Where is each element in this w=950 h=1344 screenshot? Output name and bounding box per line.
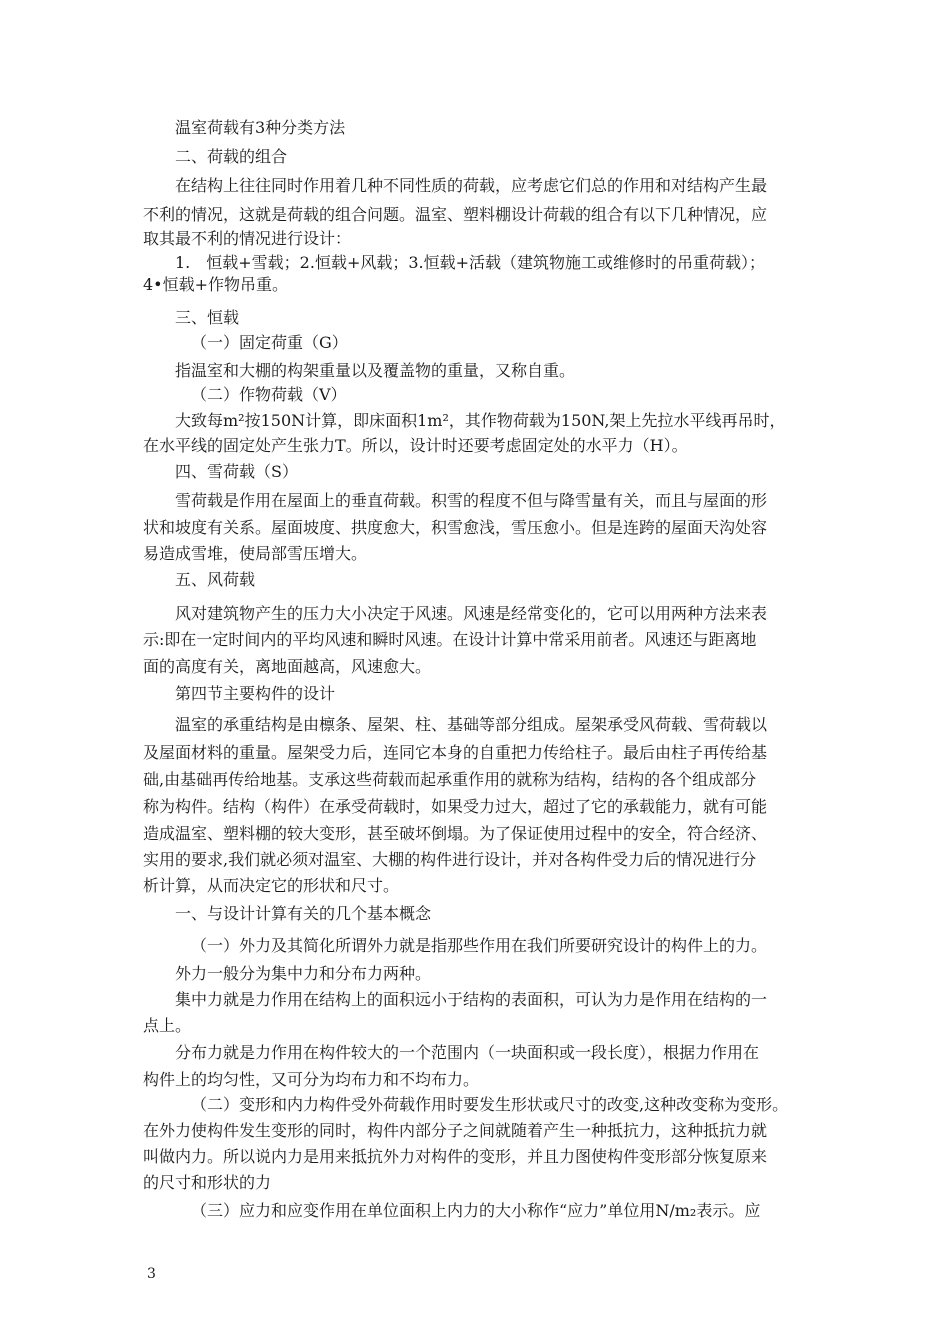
section-heading: 五、风荷载: [175, 570, 256, 589]
text-line: 实用的要求,我们就必须对温室、大棚的构件进行设计，并对各构件受力后的情况进行分: [143, 850, 757, 869]
text-line: 面的高度有关，离地面越高，风速愈大。: [143, 657, 432, 676]
subsection-heading: （二）作物荷载（V）: [191, 385, 347, 404]
text-line: 温室荷载有3种分类方法: [175, 118, 346, 137]
text-line: 造成温室、塑料棚的较大变形，甚至破坏倒塌。为了保证使用过程中的安全，符合经济、: [143, 824, 768, 843]
subsection-heading: （一）固定荷重（G）: [191, 333, 348, 352]
text-line: 在结构上往往同时作用着几种不同性质的荷载，应考虑它们总的作用和对结构产生最: [175, 176, 768, 195]
text-line: 及屋面材料的重量。屋架受力后，连同它本身的自重把力传给柱子。最后由柱子再传给基: [143, 743, 768, 762]
text-line: 叫做内力。所以说内力是用来抵抗外力对构件的变形，并且力图使构件变形部分恢复原来: [143, 1147, 768, 1166]
section-heading: 一、与设计计算有关的几个基本概念: [175, 904, 432, 923]
text-line: 构件上的均匀性，又可分为均布力和不均布力。: [143, 1070, 480, 1089]
text-line: 不利的情况，这就是荷载的组合问题。温室、塑料棚设计荷载的组合有以下几种情况，应: [143, 205, 768, 224]
text-line: 易造成雪堆，使局部雪压增大。: [143, 544, 368, 563]
text-line: 大致每m²按150N计算，即床面积1m²，其作物荷载为150N,架上先拉水平线再吊时，: [175, 411, 786, 430]
text-line: （一）外力及其简化所谓外力就是指那些作用在我们所要研究设计的构件上的力。: [191, 936, 768, 955]
text-line: 状和坡度有关系。屋面坡度、拱度愈大，积雪愈浅，雪压愈小。但是连跨的屋面天沟处容: [143, 518, 768, 537]
text-line: 1. 恒载+雪载；2.恒载+风载；3.恒载+活载（建筑物施工或维修时的吊重荷载）；: [175, 253, 766, 272]
text-line: 指温室和大棚的构架重量以及覆盖物的重量，又称自重。: [175, 361, 576, 380]
text-line: 础,由基础再传给地基。支承这些荷载而起承重作用的就称为结构，结构的各个组成部分: [143, 770, 757, 789]
text-line: 取其最不利的情况进行设计：: [143, 229, 352, 248]
text-line: 4•恒载+作物吊重。: [143, 275, 289, 294]
section-heading: 第四节主要构件的设计: [175, 684, 336, 703]
text-line: 风对建筑物产生的压力大小决定于风速。风速是经常变化的，它可以用两种方法来表: [175, 604, 768, 623]
text-line: 析计算，从而决定它的形状和尺寸。: [143, 876, 400, 895]
page-number: 3: [147, 1266, 156, 1282]
text-line: 示:即在一定时间内的平均风速和瞬时风速。在设计计算中常采用前者。风速还与距离地: [143, 630, 757, 649]
text-line: 称为构件。结构（构件）在承受荷载时，如果受力过大，超过了它的承载能力，就有可能: [143, 797, 768, 816]
text-line: 在水平线的固定处产生张力T。所以，设计时还要考虑固定处的水平力（H）。: [143, 436, 688, 455]
text-line: 集中力就是力作用在结构上的面积远小于结构的表面积，可认为力是作用在结构的一: [175, 990, 768, 1009]
text-line: 温室的承重结构是由檩条、屋架、柱、基础等部分组成。屋架承受风荷载、雪荷载以: [175, 715, 768, 734]
section-heading: 二、荷载的组合: [175, 147, 288, 166]
text-line: 雪荷载是作用在屋面上的垂直荷载。积雪的程度不但与降雪量有关，而且与屋面的形: [175, 491, 768, 510]
text-line: 分布力就是力作用在构件较大的一个范围内（一块面积或一段长度），根据力作用在: [175, 1043, 760, 1062]
text-line: （二）变形和内力构件受外荷载作用时要发生形状或尺寸的改变,这种改变称为变形。: [191, 1095, 789, 1114]
text-line: 点上。: [143, 1016, 192, 1035]
text-line: 在外力使构件发生变形的同时，构件内部分子之间就随着产生一种抵抗力，这种抵抗力就: [143, 1121, 768, 1140]
section-heading: 三、恒载: [175, 308, 240, 327]
section-heading: 四、雪荷载（S）: [175, 462, 298, 481]
text-line: （三）应力和应变作用在单位面积上内力的大小称作“应力”单位用N/m₂表示。应: [191, 1201, 761, 1220]
text-line: 外力一般分为集中力和分布力两种。: [175, 964, 432, 983]
text-line: 的尺寸和形状的力: [143, 1173, 272, 1192]
